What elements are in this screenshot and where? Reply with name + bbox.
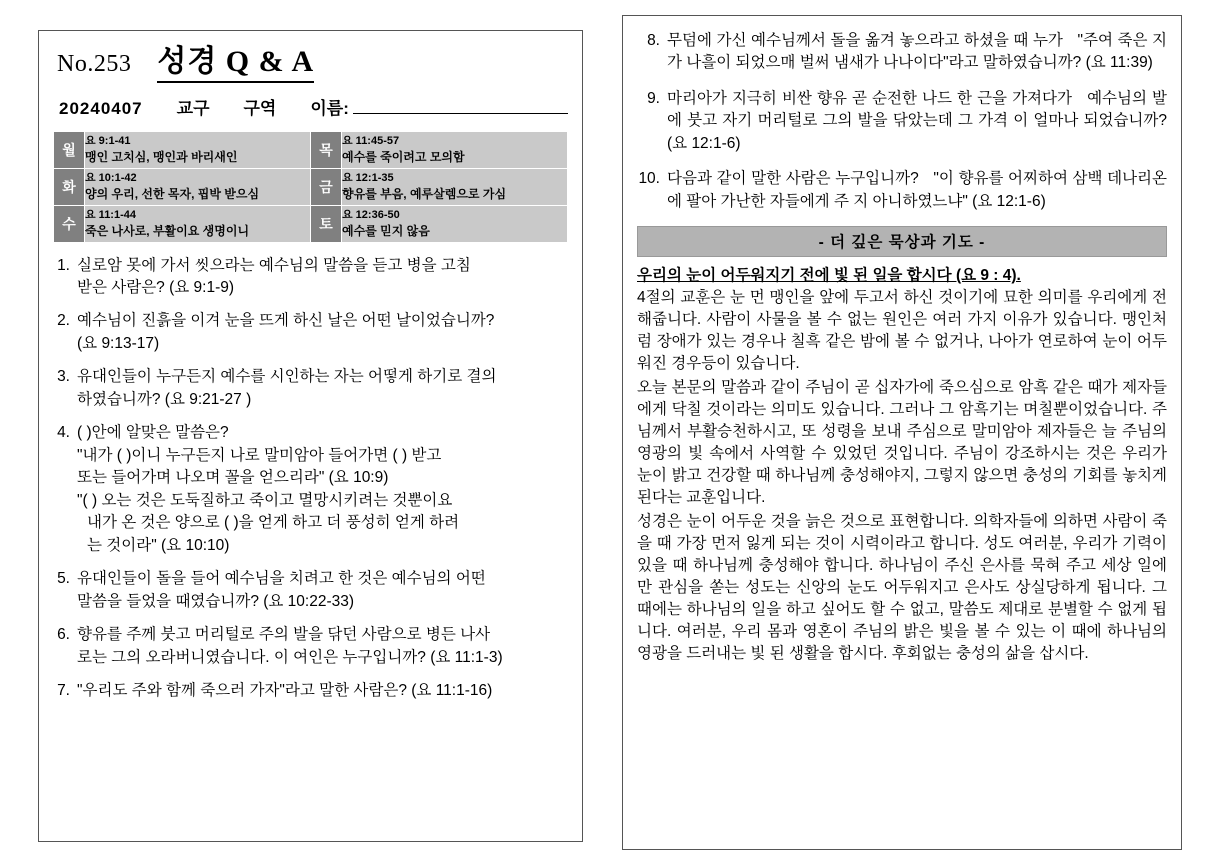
question-line: 는 것이라" (요 10:10) <box>87 536 230 554</box>
question-line: 유대인들이 누구든지 예수를 시인하는 자는 어떻게 하기로 결의 <box>77 368 497 386</box>
devotion-paragraph: 4절의 교훈은 눈 먼 맹인을 앞에 두고서 하신 것이기에 묘한 의미를 우리에게 전해줍니다. 사람이 사물을 볼 수 없는 원인은 여러 가지 이유가 있습니다. 맹인처럼 장애가 있는 경우나 칠흑 같은 밤에 볼 수 없거나, 나아가 연로하여 눈이 어두워진 경우등이 있습니다. <box>637 289 1167 373</box>
question-line: 예수님이 진흙을 이겨 눈을 뜨게 하신 날은 어떤 날이었습니까? <box>77 312 495 330</box>
question-line: "이 향유를 어찌하여 삼백 데나리온에 팔아 가난한 자들에게 주 <box>667 170 1168 210</box>
question-line: 또는 들어가며 나오며 꼴을 얻으리라" (요 10:9) <box>77 469 389 487</box>
question-number: 2. <box>57 312 70 330</box>
reading-cell-sat <box>342 205 568 242</box>
title-row <box>53 41 568 85</box>
question-text <box>77 680 568 702</box>
question-text <box>77 422 568 557</box>
question-line: 무덤에 가신 예수님께서 돌을 옮겨 놓으라고 하셨을 때 누가 <box>667 32 1063 49</box>
devotion-paragraph: 성경은 눈이 어두운 것을 늙은 것으로 표현합니다. 의학자들에 의하면 사람이 죽을 때 가장 먼저 잃게 되는 것이 시력이라고 합니다. 성도 여러분, 우리가 기력이 있을 때 하나님께 충성해야 합니다. 하나님이 주신 은사를 묵혀 주고 세상 일에만 관심을 쏟는 성도는 신앙의 눈도 어두워지고 은사도 상실당하게 됩니다. 그 때에는 하나님의 일을 하고 싶어도 할 수 없고, 말씀도 제대로 분별할 수 없게 됩니다. 여러분, 우리 몸과 영혼이 주님의 밝은 빛을 볼 수 있는 이 때에 하나님의 영광을 드러내는 빛 된 생활을 합시다. 후회없는 충성의 삶을 삽시다. <box>637 513 1167 663</box>
question-number: 3. <box>57 368 70 386</box>
question-item <box>53 624 568 669</box>
day-cell-tue: 화 <box>54 168 85 205</box>
reading-cell-mon <box>85 131 311 168</box>
devotion-banner: - 더 깊은 묵상과 기도 - <box>637 226 1167 257</box>
question-line: 내가 온 것은 양으로 ( )을 얻게 하고 더 풍성히 얻게 하려 <box>87 514 460 532</box>
question-line: "주여 죽은 지가 나흘이 되었으매 벌써 냄새가 나나이다"라고 <box>667 32 1168 72</box>
question-item <box>637 168 1167 213</box>
reading-ref: 요 11:45-57 <box>342 134 400 147</box>
day-cell-mon: 월 <box>54 131 85 168</box>
question-line: 말하였습니까? (요 11:39) <box>982 54 1153 72</box>
question-item <box>53 422 568 557</box>
questions-left-list <box>53 255 568 703</box>
question-text <box>77 624 568 669</box>
weekly-reading-schedule <box>53 131 568 243</box>
devotion-title: 우리의 눈이 어두워지기 전에 빛 된 일을 합시다 (요 9 : 4). <box>637 267 1021 285</box>
question-line: 예수님의 발에 붓고 자기 머리털로 그의 발을 닦았는데 그 가격 <box>667 89 1167 130</box>
reading-cell-thu <box>342 131 568 168</box>
question-text <box>667 88 1167 155</box>
question-item <box>53 680 568 702</box>
question-line: 이 얼마나 되었습니까? (요 12:1-6) <box>667 112 1167 152</box>
name-input-line[interactable] <box>353 97 568 114</box>
question-text <box>77 568 568 613</box>
question-text <box>77 366 568 411</box>
question-text <box>77 310 568 355</box>
question-number: 9. <box>647 89 660 107</box>
schedule-row <box>54 168 568 205</box>
question-line: ( )안에 알맞은 말씀은? <box>77 424 229 442</box>
schedule-row <box>54 205 568 242</box>
question-item <box>53 255 568 300</box>
day-cell-thu: 목 <box>311 131 342 168</box>
question-item <box>53 310 568 355</box>
question-line: 로는 그의 오라버니였습니다. 이 여인은 누구입니까? (요 11:1-3) <box>77 648 503 666</box>
day-cell-sat: 토 <box>311 205 342 242</box>
day-cell-fri: 금 <box>311 168 342 205</box>
reading-desc: 예수를 죽이려고 모의함 <box>342 149 465 164</box>
devotion-body <box>637 287 1167 665</box>
schedule-row <box>54 131 568 168</box>
question-number: 5. <box>57 570 70 588</box>
day-cell-wed: 수 <box>54 205 85 242</box>
question-text <box>77 255 568 300</box>
right-column <box>622 15 1182 850</box>
question-line: 유대인들이 돌을 들어 예수님을 치려고 한 것은 예수님의 어떤 <box>77 570 486 588</box>
question-number: 6. <box>57 626 70 644</box>
district-label: 교구 <box>176 98 210 118</box>
question-line: 향유를 주께 붓고 머리털로 주의 발을 닦던 사람으로 병든 나사 <box>77 626 491 644</box>
question-line: 마리아가 지극히 비싼 향유 곧 순전한 나드 한 근을 가져다가 <box>667 89 1072 107</box>
question-line: "내가 ( )이니 누구든지 나로 말미암아 들어가면 ( ) 받고 <box>77 446 442 464</box>
question-line: 지 아니하였느냐" (요 12:1-6) <box>853 192 1046 210</box>
reading-desc: 죽은 나사로, 부활이요 생명이니 <box>85 223 250 238</box>
question-line: 다음과 같이 말한 사람은 누구입니까? <box>667 170 919 188</box>
question-number: 8. <box>647 32 660 49</box>
question-item <box>637 88 1167 155</box>
reading-cell-wed <box>85 205 311 242</box>
issue-number: No.253 <box>57 51 132 77</box>
reading-ref: 요 12:1-35 <box>342 171 394 184</box>
meta-row <box>53 85 568 123</box>
reading-desc: 맹인 고치심, 맹인과 바리새인 <box>85 149 238 164</box>
reading-cell-tue <box>85 168 311 205</box>
reading-cell-fri <box>342 168 568 205</box>
question-item <box>637 30 1167 75</box>
name-field-wrap <box>310 94 568 119</box>
reading-desc: 예수를 믿지 않음 <box>342 223 430 238</box>
question-line: "우리도 주와 함께 죽으러 가자"라고 말한 사람은? (요 11:1-16) <box>77 682 493 699</box>
page-title: 성경 Q & A <box>157 45 314 83</box>
question-line: "( ) 오는 것은 도둑질하고 죽이고 멸망시키려는 것뿐이요 <box>77 491 453 509</box>
left-column <box>38 30 583 842</box>
question-number: 10. <box>638 170 660 188</box>
question-number: 1. <box>57 256 70 274</box>
question-text <box>667 168 1167 213</box>
reading-ref: 요 12:36-50 <box>342 208 400 221</box>
question-line: 받은 사람은? (요 9:1-9) <box>77 278 235 296</box>
question-item <box>53 568 568 613</box>
questions-right-list <box>637 30 1167 213</box>
issue-date: 20240407 <box>59 98 143 118</box>
reading-desc: 양의 우리, 선한 목자, 핍박 받으심 <box>85 186 260 201</box>
reading-desc: 향유를 부음, 예루살렘으로 가심 <box>342 186 507 201</box>
devotion-paragraph: 오늘 본문의 말씀과 같이 주님이 곧 십자가에 죽으심으로 암흑 같은 때가 제자들에게 닥칠 것이라는 의미도 있습니다. 그러나 그 암흑기는 며칠뿐이었습니다. 주님께서 부활승천하시고, 또 성령을 보내 주심으로 말미암아 제자들은 늘 주님의 영광의 빛 속에서 사역할 수 있었던 것입니다. 주님이 강조하시는 것은 우리가 눈이 밝고 건강할 때 하나님께 충성해야지, 그렇지 않으면 충성의 기회를 놓치게 된다는 교훈입니다. <box>637 379 1167 507</box>
name-label: 이름: <box>310 98 349 118</box>
reading-ref: 요 11:1-44 <box>85 208 136 221</box>
reading-ref: 요 10:1-42 <box>85 171 137 184</box>
question-number: 4. <box>57 424 70 442</box>
reading-ref: 요 9:1-41 <box>85 134 131 147</box>
question-text <box>667 30 1167 75</box>
zone-label: 구역 <box>243 98 277 118</box>
question-line: 하였습니까? (요 9:21-27 ) <box>77 390 252 408</box>
question-item <box>53 366 568 411</box>
question-line: 말씀을 들었을 때였습니까? (요 10:22-33) <box>77 592 355 610</box>
question-line: (요 9:13-17) <box>77 334 160 352</box>
question-number: 7. <box>57 682 70 699</box>
question-line: 실로암 못에 가서 씻으라는 예수님의 말씀을 듣고 병을 고침 <box>77 256 471 274</box>
